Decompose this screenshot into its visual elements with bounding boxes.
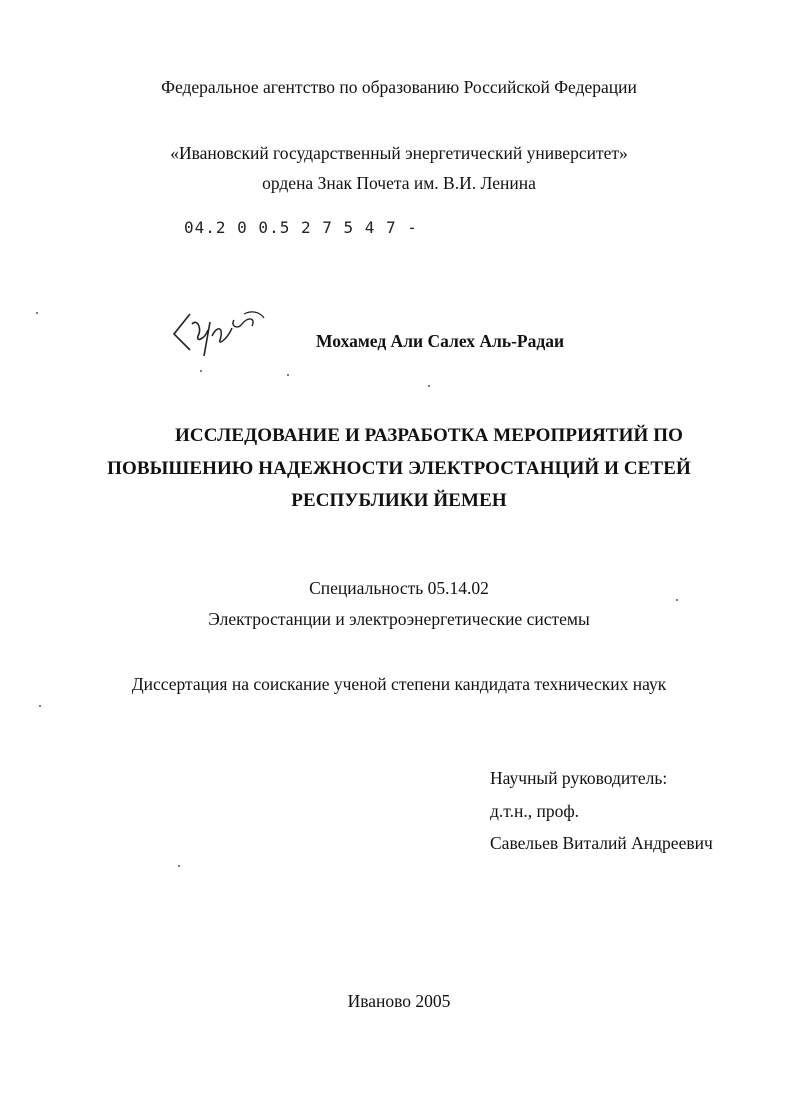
author-name: Мохамед Али Салех Аль-Радаи bbox=[316, 331, 565, 351]
author-signature-icon bbox=[168, 300, 278, 360]
scan-speck bbox=[676, 599, 678, 601]
scan-speck bbox=[178, 865, 180, 867]
scan-speck bbox=[36, 312, 38, 314]
university-order: ордена Знак Почета им. В.И. Ленина bbox=[262, 173, 536, 193]
supervisor-name: Савельев Виталий Андреевич bbox=[490, 833, 713, 853]
scan-speck bbox=[428, 385, 430, 387]
dissertation-type: Диссертация на соискание ученой степени кандидата технических наук bbox=[131, 674, 667, 694]
scan-speck bbox=[39, 705, 41, 707]
city-year: Иваново 2005 bbox=[347, 991, 451, 1011]
supervisor-label: Научный руководитель: bbox=[490, 768, 668, 788]
specialty-name: Электростанции и электроэнергетические системы bbox=[208, 609, 590, 629]
title-line-2: ПОВЫШЕНИЮ НАДЕЖНОСТИ ЭЛЕКТРОСТАНЦИЙ И СЕТЕЙ bbox=[107, 458, 691, 479]
title-line-3: РЕСПУБЛИКИ ЙЕМЕН bbox=[291, 490, 507, 511]
agency-name: Федеральное агентство по образованию Российской Федерации bbox=[161, 77, 637, 97]
title-line-1: ИССЛЕДОВАНИЕ И РАЗРАБОТКА МЕРОПРИЯТИЙ ПО bbox=[175, 425, 683, 446]
scan-speck bbox=[287, 374, 289, 376]
university-name: «Ивановский государственный энергетический университет» bbox=[170, 143, 628, 163]
registration-stamp: 04.2 0 0.5 2 7 5 4 7 - bbox=[184, 218, 418, 237]
supervisor-degree: д.т.н., проф. bbox=[490, 801, 580, 821]
specialty-code: Специальность 05.14.02 bbox=[309, 578, 489, 598]
scan-speck bbox=[200, 370, 202, 372]
